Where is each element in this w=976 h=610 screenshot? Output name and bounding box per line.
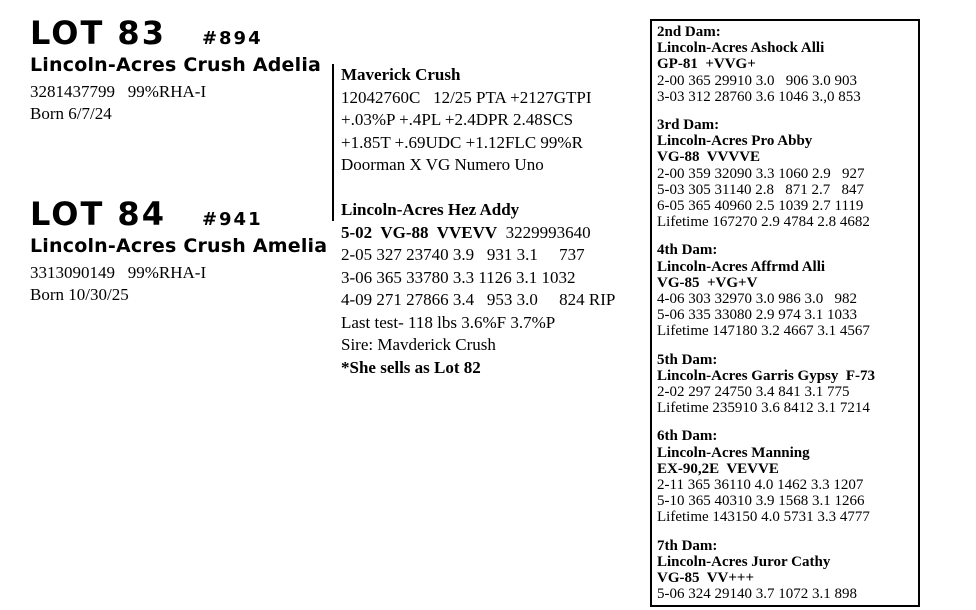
dam-record-line: Lifetime 167270 2.9 4784 2.8 4682: [657, 214, 870, 231]
dam-record-line: Lifetime 143150 4.0 5731 3.3 4777: [657, 509, 870, 526]
dam-record-line: 4-09 271 27866 3.4 953 3.0 824 RIP: [341, 290, 616, 309]
sire-name: Maverick Crush: [341, 65, 461, 84]
dam-record-line: 3-03 312 28760 3.6 1046 3.,0 853: [657, 88, 861, 105]
dam-section-title: 6th Dam:: [657, 428, 718, 445]
lot-header: [30, 196, 327, 232]
dam-name-line: GP-81 +VVG+: [657, 56, 756, 73]
dam-record-line: 2-02 297 24750 3.4 841 3.1 775: [657, 384, 850, 401]
dam-record-line: 6-05 365 40960 2.5 1039 2.7 1119: [657, 198, 864, 215]
lot-tag-number: #894: [201, 28, 263, 49]
dam-section: [657, 24, 913, 105]
lot-number: LOT 83: [30, 14, 166, 52]
sire-pedigree-line: +1.85T +.69UDC +1.12FLC 99%R: [341, 132, 583, 152]
dam-record-line: 5-06 335 33080 2.9 974 3.1 1033: [657, 307, 857, 324]
animal-name: Lincoln-Acres Crush Amelia: [30, 235, 328, 257]
dam-name-line: VG-85 VV+++: [657, 570, 755, 587]
lot-header: [30, 15, 321, 51]
dam-section: [657, 242, 913, 339]
dam-name-line: Lincoln-Acres Juror Cathy: [657, 553, 831, 570]
dam-name: Lincoln-Acres Hez Addy: [341, 200, 520, 219]
dam-record-line: 3-06 365 33780 3.3 1126 3.1 1032: [341, 267, 576, 287]
dam-registration-id: 3229993640: [497, 222, 591, 242]
animal-birthdate: Born 10/30/25: [30, 285, 129, 304]
dam-classification: 5-02 VG-88 VVEVV: [341, 222, 498, 242]
pedigree-bracket-line: [332, 64, 334, 221]
extended-pedigree-box: [650, 19, 920, 607]
dam-pedigree-block: [341, 199, 615, 379]
dam-score-line: [341, 222, 615, 245]
lot-number: LOT 84: [30, 195, 166, 233]
dam-record-line: Lifetime 235910 3.6 8412 3.1 7214: [657, 400, 870, 417]
sire-pedigree-block: [341, 64, 592, 177]
dam-record-line: 2-11 365 36110 4.0 1462 3.3 1207: [657, 477, 864, 494]
dam-name-line: Lincoln-Acres Pro Abby: [657, 133, 813, 150]
lot-entry-83: [30, 15, 321, 125]
dam-section-title: 5th Dam:: [657, 351, 718, 368]
dam-record-line: 5-03 305 31140 2.8 871 2.7 847: [657, 181, 864, 198]
dam-name-line: EX-90,2E VEVVE: [657, 460, 779, 477]
dam-record-line: 5-10 365 40310 3.9 1568 3.1 1266: [657, 493, 865, 510]
animal-registration-id: 3313090149 99%RHA-I: [30, 263, 207, 282]
sire-pedigree-line: +.03%P +.4PL +2.4DPR 2.48SCS: [341, 110, 574, 129]
dam-record-line: 2-00 365 29910 3.0 906 3.0 903: [657, 72, 857, 89]
dam-section: [657, 117, 913, 230]
dam-section: [657, 352, 913, 417]
dam-section: [657, 428, 913, 525]
dam-section-title: 2nd Dam:: [657, 24, 721, 40]
animal-registration-id: 3281437799 99%RHA-I: [30, 82, 207, 101]
lot-entry-84: [30, 196, 327, 306]
dam-sale-note: *She sells as Lot 82: [341, 357, 481, 377]
dam-record-line: 5-06 324 29140 3.7 1072 3.1 898: [657, 586, 857, 603]
lot-tag-number: #941: [201, 209, 263, 230]
dam-section-title: 7th Dam:: [657, 537, 718, 554]
dam-section-title: 3rd Dam:: [657, 117, 720, 134]
dam-name-line: Lincoln-Acres Garris Gypsy F-73: [657, 367, 876, 384]
dam-name-line: VG-85 +VG+V: [657, 274, 758, 291]
dam-name-line: VG-88 VVVVE: [657, 149, 761, 166]
animal-birthdate: Born 6/7/24: [30, 104, 112, 123]
animal-name: Lincoln-Acres Crush Adelia: [30, 54, 322, 76]
dam-record-line: 2-05 327 23740 3.9 931 3.1 737: [341, 245, 585, 264]
sire-pedigree-line: 12042760C 12/25 PTA +2127GTPI: [341, 87, 592, 107]
dam-record-line: Lifetime 147180 3.2 4667 3.1 4567: [657, 323, 870, 340]
dam-section-title: 4th Dam:: [657, 242, 718, 259]
dam-record-line: 4-06 303 32970 3.0 986 3.0 982: [657, 291, 857, 308]
dam-name-line: Lincoln-Acres Ashock Alli: [657, 40, 825, 57]
dam-record-line: Last test- 118 lbs 3.6%F 3.7%P: [341, 312, 556, 332]
dam-name-line: Lincoln-Acres Manning: [657, 444, 810, 461]
dam-name-line: Lincoln-Acres Affrmd Alli: [657, 258, 826, 275]
dam-record-line: 2-00 359 32090 3.3 1060 2.9 927: [657, 165, 865, 182]
dam-record-line: Sire: Mavderick Crush: [341, 335, 496, 354]
sire-pedigree-line: Doorman X VG Numero Uno: [341, 155, 544, 174]
dam-section: [657, 538, 913, 603]
